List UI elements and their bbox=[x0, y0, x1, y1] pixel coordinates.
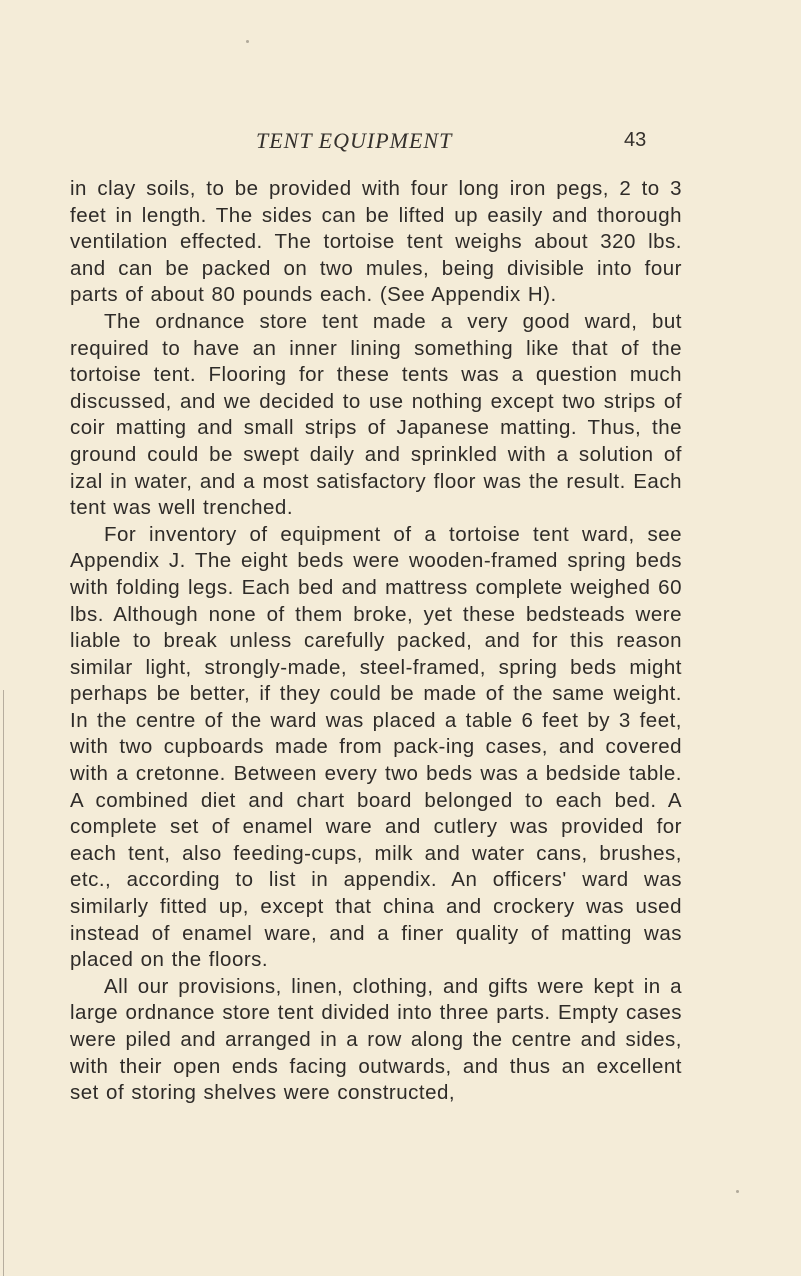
paper-speck bbox=[246, 40, 249, 43]
paragraph-3: For inventory of equipment of a tortoise tent ward, see Appendix J. The eight beds were wooden-framed spring beds with folding legs. Each bed and mattress complete weighed 60 lbs. Although none of them broke, yet these bedsteads were liable to break unless carefully packed, and for this reason similar light, strongly-made, steel-framed, spring beds might perhaps be better, if they could be made of the same weight. In the centre of the ward was placed a table 6 feet by 3 feet, with two cupboards made from pack-ing cases, and covered with a cretonne. Between every two beds was a bedside table. A combined diet and chart board belonged to each bed. A complete set of enamel ware and cutlery was provided for each tent, also feeding-cups, milk and water cans, brushes, etc., according to list in appendix. An officers' ward was similarly fitted up, except that china and crockery was used instead of enamel ware, and a finer quality of matting was placed on the floors. bbox=[70, 522, 682, 972]
paper-speck bbox=[736, 1190, 739, 1193]
page-edge-line bbox=[3, 690, 4, 1276]
paragraph-1: in clay soils, to be provided with four long iron pegs, 2 to 3 feet in length. The sides can be lifted up easily and thorough ventilation effected. The tortoise tent weighs about 320 lbs. and can be packed on two mules, being divisible into four parts of about 80 pounds each. (See Appendix H). bbox=[70, 177, 682, 307]
running-head: TENT EQUIPMENT bbox=[256, 128, 453, 153]
body-text bbox=[70, 176, 682, 1107]
paragraph-2: The ordnance store tent made a very good ward, but required to have an inner lining something like that of the tortoise tent. Flooring for these tents was a question much discussed, and we decided to use nothing except two strips of coir matting and small strips of Japanese matting. Thus, the ground could be swept daily and sprinkled with a solution of izal in water, and a most satisfactory floor was the result. Each tent was well trenched. bbox=[70, 309, 682, 520]
page-header bbox=[0, 128, 801, 168]
page-number: 43 bbox=[624, 129, 647, 151]
paragraph-4: All our provisions, linen, clothing, and gifts were kept in a large ordnance store tent divided into three parts. Empty cases were piled and arranged in a row along the centre and sides, with their open ends facing outwards, and thus an excellent set of storing shelves were constructed, bbox=[70, 974, 682, 1105]
